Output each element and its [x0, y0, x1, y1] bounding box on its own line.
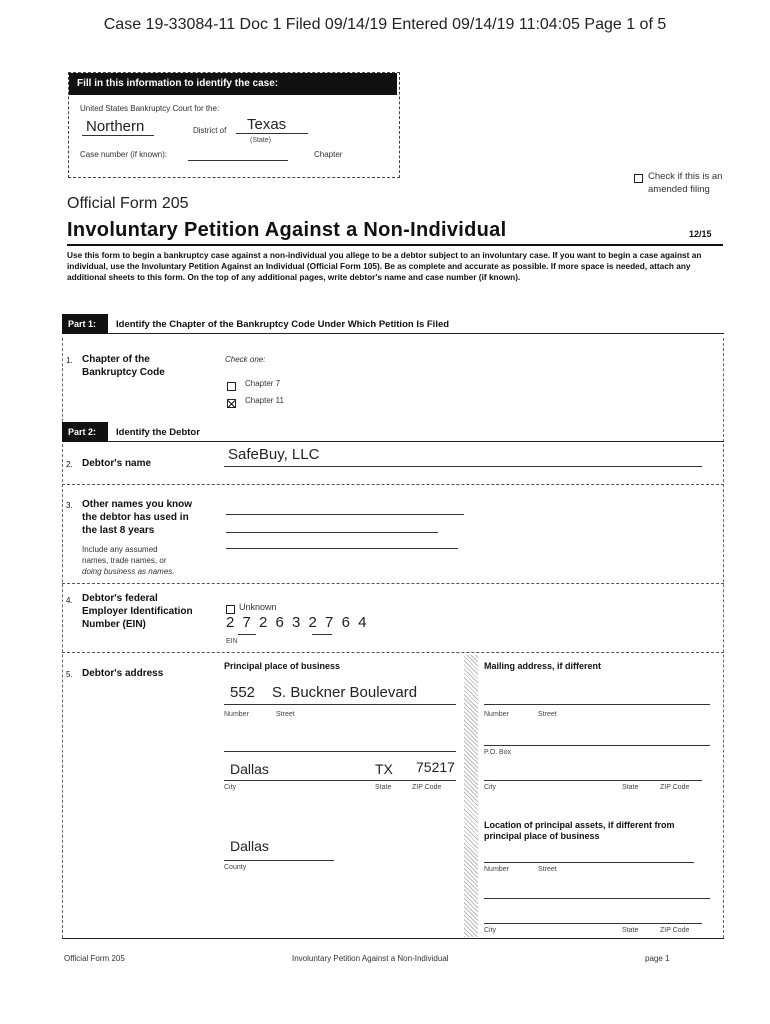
- q3-help-2: names, trade names, or: [82, 556, 167, 565]
- q1-label-1: Chapter of the: [82, 354, 150, 365]
- q4-label-2: Employer Identification: [82, 606, 193, 617]
- q2-label: Debtor's name: [82, 458, 152, 469]
- district-label: District of: [193, 126, 227, 135]
- street-caption: Street: [276, 711, 295, 718]
- form-revision: 12/15: [689, 229, 712, 239]
- state-value[interactable]: Texas: [247, 116, 287, 133]
- zip-value[interactable]: 75217: [416, 759, 455, 775]
- case-number-label: Case number (if known):: [80, 150, 168, 159]
- check-one: Check one:: [225, 355, 266, 364]
- part2-tag: Part 2:: [62, 422, 108, 442]
- mailing-state-caption: State: [622, 784, 639, 791]
- case-info-banner: Fill in this information to identify the case:: [69, 73, 397, 95]
- location-city-caption: City: [484, 927, 497, 934]
- po-box-caption: P.O. Box: [484, 749, 512, 756]
- mailing-heading: Mailing address, if different: [484, 661, 602, 671]
- case-number-field[interactable]: [188, 160, 288, 161]
- q3-help-3: doing business as names.: [82, 567, 175, 576]
- debtor-name[interactable]: SafeBuy, LLC: [228, 446, 320, 463]
- form-title: Involuntary Petition Against a Non-Individual: [67, 219, 507, 241]
- location-heading-2: principal place of business: [484, 831, 600, 841]
- location-state-caption: State: [622, 927, 639, 934]
- location-city-field[interactable]: [484, 923, 702, 924]
- q1-number: 1.: [66, 356, 73, 365]
- q5-label: Debtor's address: [82, 668, 164, 679]
- number-caption: Number: [224, 711, 249, 718]
- district-value[interactable]: Northern: [86, 118, 145, 135]
- form-id: Official Form 205: [67, 195, 189, 212]
- q5-number: 5.: [66, 670, 73, 679]
- court-label: United States Bankruptcy Court for the:: [80, 104, 220, 113]
- footer-right: page 1: [645, 954, 670, 963]
- location-street-field[interactable]: [484, 862, 694, 863]
- amended-label-1: Check if this is an: [648, 171, 723, 182]
- ein-unknown-label: Unknown: [239, 602, 277, 612]
- mailing-street-field[interactable]: [484, 704, 710, 705]
- q3-label-2: the debtor has used in: [82, 512, 189, 523]
- case-header: Case 19-33084-11 Doc 1 Filed 09/14/19 Entered 09/14/19 11:04:05 Page 1 of 5: [103, 16, 667, 33]
- q3-label-1: Other names you know: [82, 499, 193, 510]
- city-caption: City: [224, 784, 237, 791]
- mailing-city-field[interactable]: [484, 780, 702, 781]
- q4-number: 4.: [66, 596, 73, 605]
- other-name-field-3[interactable]: [226, 548, 458, 549]
- ein-caption: EIN: [226, 638, 238, 645]
- q4-label-3: Number (EIN): [82, 619, 146, 630]
- location-street-caption: Street: [538, 866, 557, 873]
- county-value[interactable]: Dallas: [230, 838, 269, 854]
- chapter11-label: Chapter 11: [245, 396, 284, 405]
- ein-value[interactable]: 2 7 2 6 3 2 7 6 4: [226, 614, 369, 631]
- q3-help-1: Include any assumed: [82, 545, 158, 554]
- q3-label-3: the last 8 years: [82, 525, 155, 536]
- state-caption: (State): [250, 137, 272, 144]
- q3-number: 3.: [66, 501, 73, 510]
- part1-tag: Part 1:: [62, 314, 108, 334]
- street-number[interactable]: 552: [230, 684, 256, 701]
- q1-label-2: Bankruptcy Code: [82, 367, 165, 378]
- footer-center: Involuntary Petition Against a Non-Individual: [292, 954, 449, 963]
- state-caption-principal: State: [375, 784, 392, 791]
- principal-address-line2[interactable]: [224, 751, 456, 752]
- part1-title: Identify the Chapter of the Bankruptcy Code Under Which Petition Is Filed: [116, 319, 450, 330]
- state-value-tx[interactable]: TX: [375, 761, 393, 777]
- city-value[interactable]: Dallas: [230, 761, 269, 777]
- principal-heading: Principal place of business: [224, 661, 341, 671]
- chapter-label: Chapter: [314, 150, 343, 159]
- mailing-number-caption: Number: [484, 711, 509, 718]
- instructions: Use this form to begin a bankruptcy case against a non-individual you allege to be a debtor subject to an involuntary case. If you want to begin a case against an individual, use the Involuntary Petition Against an Individual (Official Form 105). Be as complete and accurate as possible. If more space is needed, attach any additional sheets to this form. On the top of any additional pages, write debtor's name and case number (if known).: [67, 250, 702, 282]
- column-divider: [464, 655, 478, 937]
- other-name-field-2[interactable]: [226, 532, 438, 533]
- street-name[interactable]: S. Buckner Boulevard: [272, 684, 418, 701]
- po-box-field[interactable]: [484, 745, 710, 746]
- chapter7-checkbox[interactable]: [227, 378, 236, 396]
- footer-left: Official Form 205: [64, 954, 125, 963]
- mailing-street-caption: Street: [538, 711, 557, 718]
- location-address-line2[interactable]: [484, 898, 710, 899]
- other-name-field-1[interactable]: [226, 514, 464, 515]
- amended-checkbox[interactable]: [634, 170, 643, 188]
- county-caption: County: [224, 864, 247, 871]
- location-zip-caption: ZIP Code: [660, 927, 690, 934]
- mailing-zip-caption: ZIP Code: [660, 784, 690, 791]
- q4-label-1: Debtor's federal: [82, 593, 158, 604]
- amended-label-2: amended filing: [648, 184, 710, 195]
- chapter7-label: Chapter 7: [245, 379, 281, 388]
- mailing-city-caption: City: [484, 784, 497, 791]
- location-heading-1: Location of principal assets, if different from: [484, 820, 675, 830]
- q2-number: 2.: [66, 460, 73, 469]
- part2-title: Identify the Debtor: [116, 427, 200, 438]
- chapter11-checkbox[interactable]: [227, 395, 236, 413]
- zip-caption: ZIP Code: [412, 784, 442, 791]
- location-number-caption: Number: [484, 866, 509, 873]
